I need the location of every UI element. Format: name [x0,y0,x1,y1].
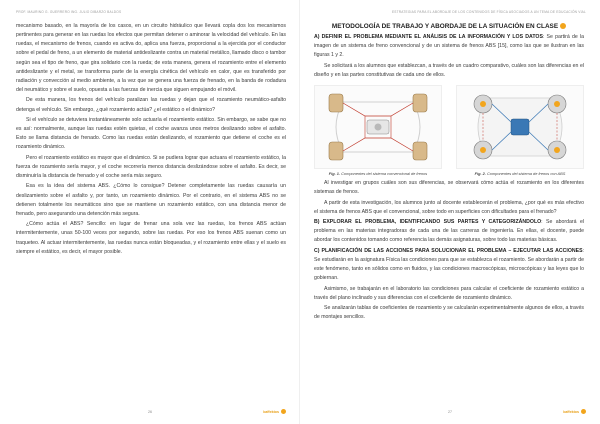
brand-coin-icon [581,409,586,414]
brand-name: kaffektos [563,410,579,414]
section-title [314,22,584,32]
paragraph: Pero el rozamiento estático es mayor que el dinámico. Si se pudiera lograr que actuara el rozamiento estático, la fuerza de rozamiento sería mayor, y el coche recorrería menos distancia deslizándose sobre el asfalto. Es decir, se disminuiría la distancia de frenado y el coche sería más seguro. [16,154,286,180]
figure-2 [456,85,584,176]
footer-brand-right [563,409,586,414]
running-head-left: PROF. MAURINO G. GUERRERO ING. JULIO DIBARZO BALDOS [16,10,122,14]
brand-coin-icon [281,409,286,414]
heading-c: C) PLANIFICACIÓN DE LAS ACCIONES PARA SOLUCIONAR EL PROBLEMA – EJECUTAR LAS ACCIONES [314,247,583,254]
figure-1 [314,85,442,176]
abs-chassis-illustration [457,86,583,168]
left-body-text [16,22,286,396]
right-body-text [314,22,584,396]
paragraph-c: C) PLANIFICACIÓN DE LAS ACCIONES PARA SOLUCIONAR EL PROBLEMA – EJECUTAR LAS ACCIONES: Se estudiarán en la asignatura Física las condiciones para que se establezca el rozamiento. Se abordarán a partir de este fenómeno, tanto en sólidos como en fluidos, y las condiciones macroscópicas, microscópicas y las leyes que lo gobiernan. [314,247,584,282]
page-number-right: 27 [448,410,452,414]
heading-a: A) DEFINIR EL PROBLEMA MEDIANTE EL ANÁLISIS DE LA INFORMACIÓN Y LOS DATOS [314,34,543,40]
paragraph-b: B) EXPLORAR EL PROBLEMA, IDENTIFICANDO SUS PARTES Y CATEGORIZÁNDOLO: Se abordará el problema en las materias integradoras de cada una de las carreras de ingeniería. En ellas, el docente, puede abordar los contenidos tomando como referencia las demás asignaturas, sobre todo las materias básicas. [314,219,584,244]
right-page [300,0,600,424]
section-title-text: METODOLOGÍA DE TRABAJO Y ABORDAJE DE LA SITUACIÓN EN CLASE [331,23,559,30]
paragraph: ¿Cómo actúa el ABS? Sencillo: en lugar de frenar una sola vez las ruedas, los frenos ABS actúan intermitentemente, unas 50-100 veces por segundo, sobre las ruedas. Por eso los frenos ABS suenan como un traqueteo. Al actuar intermitentemente, las ruedas nunca están bloqueadas, y el rozamiento entre ellas y el suelo es siempre el estático, es decir, el mayor posible. [16,221,286,255]
orange-dot-icon [560,23,566,29]
brand-name: kaffektos [263,410,279,414]
paragraph: Esa es la idea del sistema ABS. ¿Cómo lo consigue? Detener completamente las ruedas causaría un deslizamiento sobre el asfalto y, por tanto, un rozamiento dinámico. Por el contrario, en el sistema ABS no se detienen totalmente los neumáticos sino que se mantiene un rozamiento estático, con una distancia menor de frenado, pero asegurando una detención más segura. [16,183,286,217]
page-number-left: 26 [148,410,152,414]
paragraph: Se solicitará a los alumnos que establezcan, a través de un cuadro comparativo, cuáles son las diferencias en el diseño y en las partes constitutivas de cada uno de ellos. [314,62,584,78]
paragraph: A partir de esta investigación, los alumnos junto al docente establecerán el problema, ¿por qué es más efectivo el sistema de frenos ABS que el convencional, sobre todo en superficies con dificultades para el frenado? [314,199,584,215]
figure-2-caption: Fig. 2. Componentes del sistema de frenos con ABS [474,170,566,176]
figure-1-caption: Fig. 1. Componentes del sistema convencional de frenos [328,170,428,176]
paragraph-a: A) DEFINIR EL PROBLEMA MEDIANTE EL ANÁLISIS DE LA INFORMACIÓN Y LOS DATOS: Se partirá de la imagen de un sistema de freno convencional y de un sistema de frenos ABS [15], como las que se ilustran en las figuras 1 y 2. [314,34,584,59]
paragraph: Si el vehículo se detuviera instantáneamente solo actuaría el rozamiento estático. Sin embargo, se sabe que no es así: normalmente, aunque las ruedas estén quietas, el coche avanza unos metros deslizando sobre el asfalto. Esto se llama distancia de frenado. Como las ruedas están deslizando, el rozamiento que detiene el coche es el rozamiento dinámico. [16,116,286,151]
figures-row [314,85,584,176]
paragraph: De esta manera, los frenos del vehículo paralizan las ruedas y dejan que el rozamiento neumático-asfalto detenga el vehículo. Sin embargo, ¿qué rozamiento actúa? ¿el estático o el dinámico? [16,97,286,113]
heading-b: B) EXPLORAR EL PROBLEMA, IDENTIFICANDO SUS PARTES Y CATEGORIZÁNDOLO [314,219,542,226]
paragraph: Se analizarán tablas de coeficientes de rozamiento y se calcularán experimentalmente algunos de ellos, a través de montajes sencillos. [314,305,584,321]
running-head-right: ESTRATEGIAS PARA EL ABORDAJE DE LOS CONTENIDOS DE FÍSICA ASOCIADOS A UN TEMA DE EDUCACIÓN VIAL [391,10,586,14]
conventional-brake-diagram [314,85,442,169]
abs-brake-diagram [456,85,584,169]
paragraph: Asimismo, se trabajarán en el laboratorio las condiciones para calcular el coeficiente de rozamiento estático a través del plano inclinado y sus diferencias con el coeficiente de rozamiento dinámico. [314,285,584,301]
paragraph: mecanismo basado, en la mayoría de los casos, en un circuito hidráulico que llevará copla dos los mecanismos pertinentes para generar en las ruedas los efectos que permitan detener o aminorar la velocidad del vehículo. En las ruedas, el mecanismo de frenos, cuando es activa do, aplica una fuerza, proporcional a la ejercida por el conductor sobre el pedal de freno, a un elemento de material antideslizante contra un material metálico, llamado disco o tambor según sea el tipo de freno, que gira solidario con la rueda; de esta manera, genera el rozamiento entre el elemento antideslizante y el metal, se transforma parte de la energía cinética del vehículo en calor, que es transferido por radiación y convección al medio ambiente, a la vez que se genera una fuerza de frenado, en la banda de rodadura del neumático y sobre el suelo, opuesta a las fuerzas de inercia que siguen empujando el móvil. [16,23,286,94]
paragraph: Al investigar en grupos cuáles son sus diferencias, se observará cómo actúa el rozamiento en los diferentes sistemas de frenos. [314,180,584,196]
footer-brand-left [263,409,286,414]
car-chassis-illustration [315,86,441,168]
